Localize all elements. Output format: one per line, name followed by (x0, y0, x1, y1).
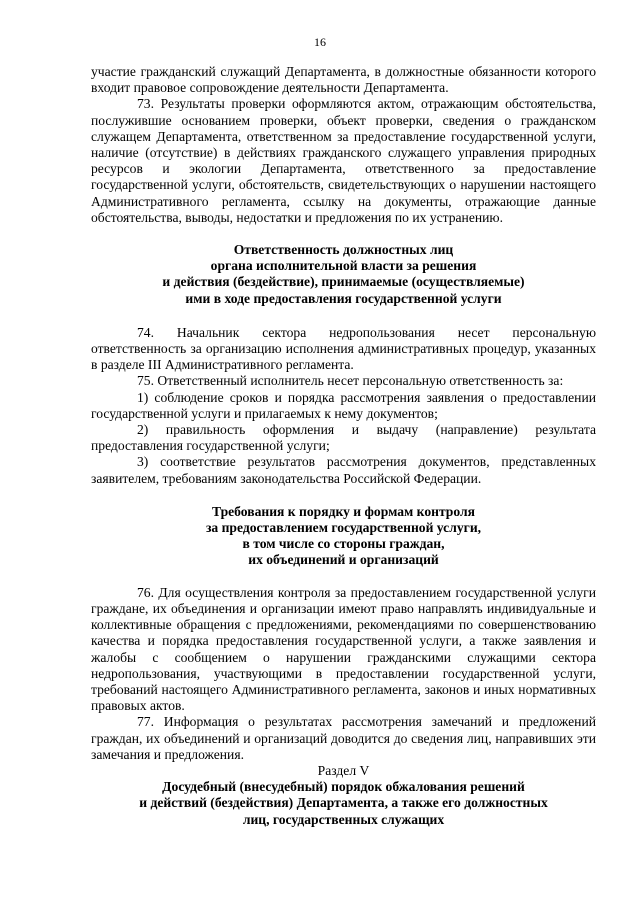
list-item-3: 3) соответствие результатов рассмотрения документов, представленных заявителем, требованиям законодательства Российской Федерации. (91, 454, 596, 486)
paragraph-74: 74. Начальник сектора недропользования несет персональную ответственность за организацию исполнения административных процедур, указанных в разделе III Административного регламента. (91, 324, 596, 373)
heading-line: и действия (бездействие), принимаемые (осуществляемые) (162, 274, 525, 290)
paragraph-73: 73. Результаты проверки оформляются актом, отражающим обстоятельства, послужившие основанием проверки, объект проверки, сведения о гражданском служащем Департамента, ответственном за предоставление государственной услуги, наличие (отсутствие) в действиях гражданского служащего управления природных ресурсов и экологии Департамента, ответственного за предоставление государственной услуги, обстоятельств, свидетельствующих о нарушении настоящего Административного регламента, ссылку на документы, отражающие данные обстоятельства, выводы, недостатки и предложения по их устранению. (91, 96, 596, 225)
heading-line: за предоставлением государственной услуги, (205, 520, 482, 536)
list-item-1: 1) соблюдение сроков и порядка рассмотрения заявления о предоставлении государственной услуги и прилагаемых к нему документов; (91, 389, 596, 421)
heading-responsibility (91, 242, 596, 307)
page-content (91, 64, 596, 828)
heading-line: и действий (бездействия) Департамента, а также его должностных (139, 795, 548, 811)
heading-line: Досудебный (внесудебный) порядок обжалования решений (162, 779, 525, 795)
heading-line: Ответственность должностных лиц (233, 242, 454, 258)
paragraph-77: 77. Информация о результатах рассмотрения замечаний и предложений граждан, их объединений и организаций доводится до сведения лиц, направивших эти замечания и предложения. (91, 714, 596, 762)
paragraph-76: 76. Для осуществления контроля за предоставлением государственной услуги граждане, их объединения и организации имеют право направлять индивидуальные и коллективные обращения с предложениями, рекомендациями по совершенствованию качества и порядка предоставления государственной услуги, а также заявления и жалобы с сообщением о нарушении гражданскими служащими сектора недропользования, участвующими в предоставлении государственной услуги, требований настоящего Административного регламента, законов и иных нормативных правовых актов. (91, 584, 596, 714)
list-item-2: 2) правильность оформления и выдачу (направление) результата предоставления государственной услуги; (91, 422, 596, 454)
heading-line: ими в ходе предоставления государственной услуги (185, 290, 502, 306)
page-number: 16 (314, 35, 326, 49)
paragraph-75: 75. Ответственный исполнитель несет персональную ответственность за: (137, 373, 564, 389)
heading-control (91, 504, 596, 569)
paragraph-intro: участие гражданский служащий Департамента, в должностные обязанности которого входит правовое сопровождение деятельности Департамента. (91, 64, 596, 96)
heading-line: органа исполнительной власти за решения (210, 258, 477, 274)
heading-appeal (91, 779, 596, 828)
heading-line: их объединений и организаций (248, 552, 439, 568)
section-title: Раздел V (317, 762, 370, 778)
heading-line: в том числе со стороны граждан, (242, 536, 445, 552)
heading-line: Требования к порядку и формам контроля (212, 503, 475, 519)
heading-line: лиц, государственных служащих (242, 811, 445, 827)
